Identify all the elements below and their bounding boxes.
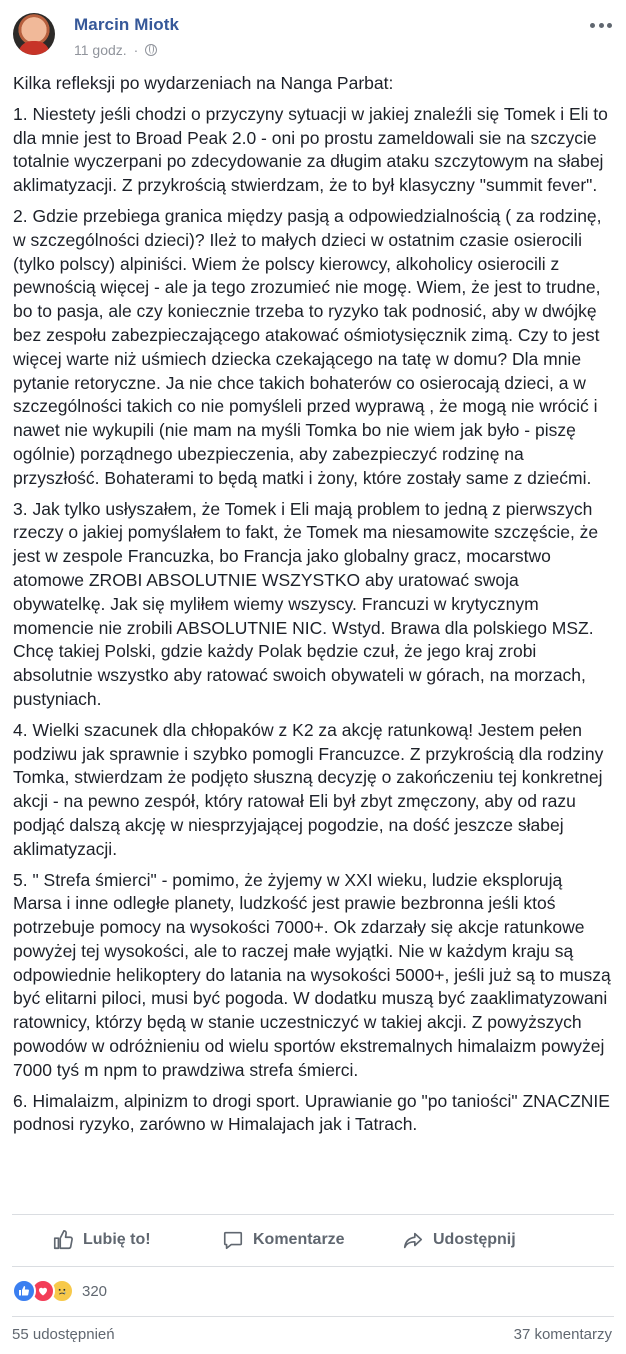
post-paragraph: 1. Niestety jeśli chodzi o przyczyny sytuacji w jakiej znaleźli się Tomek i Eli to dla mnie jest to Broad Peak 2.0 - oni po prostu zameldowali sie na szczycie totalnie wyczerpani po zdecydowanie za długim ataku szczytowym na słabej aklimatyzacji. Z przykrością stwierdzam, że to był klasyczny "summit fever". (13, 103, 608, 196)
comments-count[interactable]: 37 komentarzy (513, 1326, 612, 1343)
reaction-count: 320 (82, 1282, 108, 1300)
share-button[interactable] (402, 1216, 516, 1264)
dot-icon (590, 23, 595, 28)
author-name[interactable]: Marcin Miotk (74, 15, 180, 34)
author-avatar[interactable] (13, 13, 55, 55)
thumbs-up-icon (52, 1229, 74, 1251)
comment-icon (222, 1229, 244, 1251)
post-paragraph: 6. Himalaizm, alpinizm to drogi sport. Uprawianie go "po taniości" ZNACZNIE podnosi ryzyko, zarówno w Himalajach jak i Tatrach. (13, 1090, 610, 1135)
post-paragraph: 2. Gdzie przebiega granica między pasją a odpowiedzialnością ( za rodzinę, w szczególności dzieci)? Ileż to małych dzieci w ostatnim czasie osierocili (tylko polscy) alpiniści. Wiem że polscy kierowcy, alkoholicy osierocili z pewnością więcej - ale ja tego zrozumieć nie mogę. Wiem, że jest to trudne, bo to pasja, ale czy koniecznie trzeba to ryzyko tak podnosić, aby w dwójkę bez zespołu zabezpieczającego atakować ośmiotysięcznik zimą. Czy to jest więcej warte niż uśmiech dziecka czekającego na tatę w domu? Dla mnie pytanie retoryczne. Ja nie chce takich bohaterów co osierocają dzieci, a w szczególności takich co nie pomyśleli przed wyprawą , że mogą nie wrócić i nawet nie wykupili (nie mam na myśli Tomka bo nie wiem jak było - piszę ogólnie) porządnego ubezpieczenia, aby zabezpieczyć rodzinę na przyszłość. Bohaterami to będą matki i żony, które zostały same z dziećmi. (13, 205, 602, 488)
post-paragraph: 4. Wielki szacunek dla chłopaków z K2 za akcję ratunkową! Jestem pełen podziwu jak sprawnie i szybko pomogli Francuzce. Z przykrością dla rodziny Tomka, stwierdzam że podjęto słuszną decyzję o zakończeniu tej konkretnej akcji - na pewno zespół, który ratował Eli był zbyt zmęczony, aby od razu podjąć dalszą akcję w niesprzyjającej pogodzie, na dość jeszcze słabej aklimatyzacji. (13, 719, 604, 859)
dot-icon (599, 23, 604, 28)
action-bar (0, 1216, 626, 1264)
post-paragraph: 5. " Strefa śmierci" - pomimo, że żyjemy w XXI wieku, ludzie eksplorują Marsa i inne odległe planety, ludzkość jest prawie bezbronna jeśli ktoś potrzebuje pomocy na wysokości 7000+. Ok zdarzały się akcje ratunkowe powyżej tej wysokości, ale to raczej małe wyjątki. Nie w każdym kraju są odpowiednie helikoptery do latania na wysokości 5000+, jeśli już są to muszą być elitarni piloci, musi być pogoda. W dodatku muszą być zaaklimatyzowani ratownicy, którzy będą w stanie uczestniczyć w takiej akcji. Z powyższych powodów w odróżnieniu od wielu sportów ekstremalnych himalaizm powyżej 7000 tyś m npm to prawdziwa strefa śmierci. (13, 869, 611, 1080)
divider (12, 1316, 614, 1317)
divider (12, 1214, 614, 1215)
post-header (0, 0, 626, 70)
post-stats (0, 1326, 626, 1350)
avatar-shirt (18, 41, 50, 55)
divider (12, 1266, 614, 1267)
like-label: Lubię to! (83, 1231, 151, 1248)
post-paragraph: 3. Jak tylko usłyszałem, że Tomek i Eli mają problem to jedną z pierwszych rzeczy o jakiej pomyślałem to fakt, że Tomek ma niesamowite szczęście, że jest w zespole Francuzka, bo Francja jako globalny gracz, mocarstwo atomowe ZROBI ABSOLUTNIE WSZYSTKO aby uratować swoja obywatelkę. Jak się myliłem wiemy wszyscy. Francuzi w krytycznym momencie nie zrobili ABSOLUTNIE NIC. Wstyd. Brawa dla polskiego MSZ. Chcę takiej Polski, gdzie każdy Polak będzie czuł, że jego kraj zrobi absolutnie wszystko aby ratować swoich obywateli w górach, na morzach, pustyniach. (13, 498, 599, 709)
globe-icon[interactable] (145, 44, 157, 56)
post-body (13, 72, 613, 1144)
meta-separator: · (133, 42, 139, 58)
more-options-button[interactable] (590, 20, 612, 30)
reactions-summary[interactable] (12, 1278, 107, 1304)
post-meta (74, 42, 157, 58)
comment-button[interactable] (222, 1216, 345, 1264)
share-arrow-icon (402, 1229, 424, 1251)
post-timestamp[interactable]: 11 godz. (74, 42, 127, 58)
like-reaction-icon (12, 1279, 36, 1303)
dot-icon (607, 23, 612, 28)
share-label: Udostępnij (433, 1231, 516, 1248)
post-paragraph: Kilka refleksji po wydarzeniach na Nanga Parbat: (13, 73, 394, 93)
comment-label: Komentarze (253, 1231, 345, 1248)
like-button[interactable] (52, 1216, 151, 1264)
shares-count[interactable]: 55 udostępnień (12, 1326, 115, 1343)
